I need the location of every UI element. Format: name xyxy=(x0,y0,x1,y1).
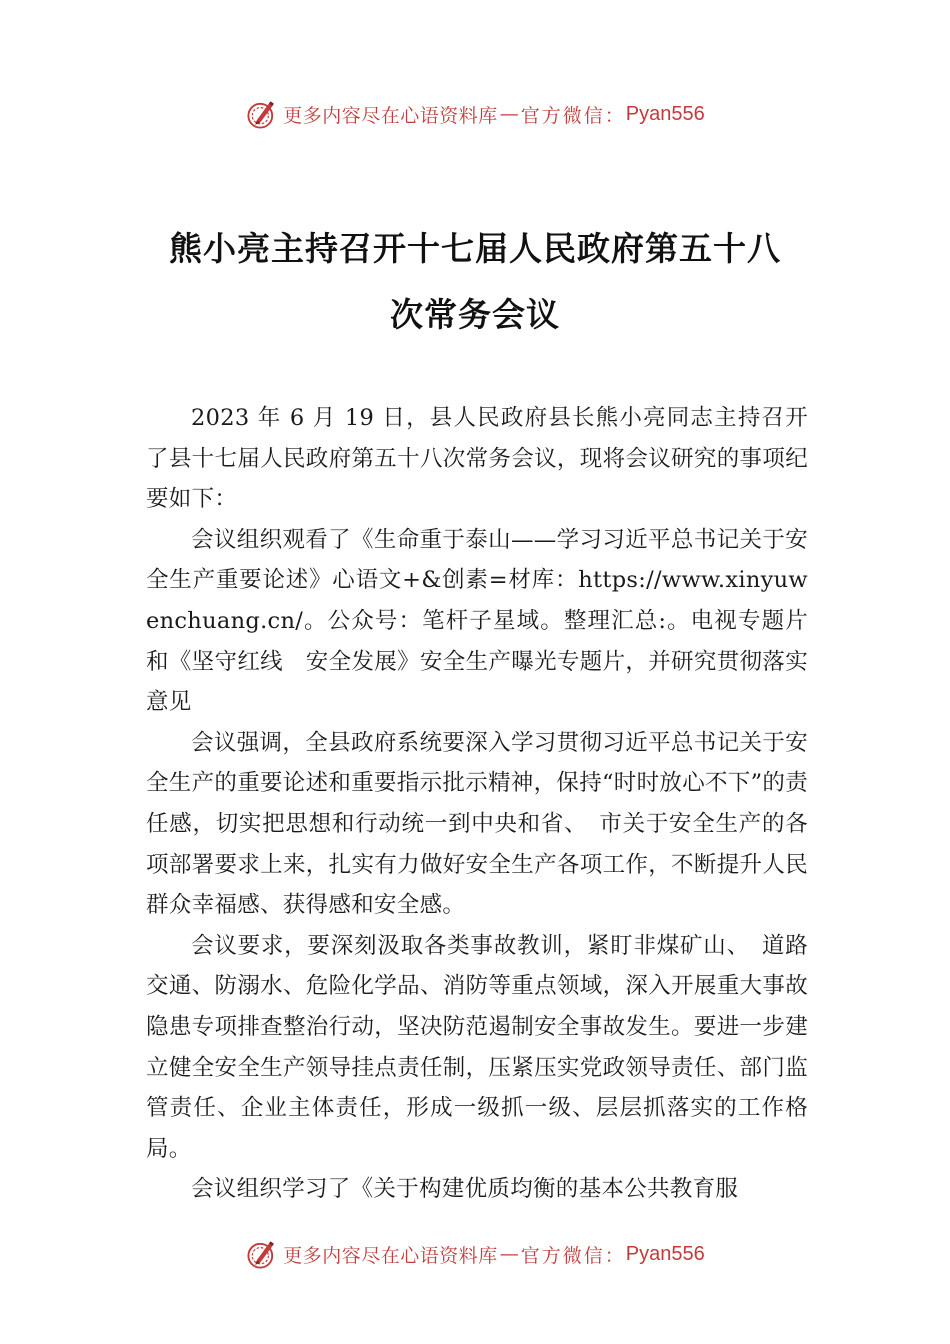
footer-banner xyxy=(0,1232,950,1276)
banner-text: 更多内容尽在心语资料库 xyxy=(283,104,498,127)
paragraph-5: 会议组织学习了《关于构建优质均衡的基本公共教育服 xyxy=(191,1176,739,1203)
pen-seal-icon xyxy=(245,97,279,131)
paragraph-2: 会议组织观看了《生命重于泰山——学习习近平总书记关于安全生产重要论述》心语文+&创素=材库：https://www.xinyuwenchuang.cn/。公众号：笔杆子星域。整理汇总:。电视专题片和《坚守红线 安全发展》安全生产曝光专题片，并研究贯彻落实意见 xyxy=(146,526,808,716)
banner-wechat-label: 官方微信： xyxy=(520,1244,626,1267)
banner-separator: — xyxy=(499,1243,519,1265)
title-line-2: 次常务会议 xyxy=(390,295,560,334)
title-line-1: 熊小亮主持召开十七届人民政府第五十八 xyxy=(169,229,781,268)
banner-wechat-id: Pyan556 xyxy=(625,1242,705,1265)
banner-separator: — xyxy=(499,103,519,125)
document-title xyxy=(110,216,840,348)
document-body xyxy=(146,398,808,1210)
banner-wechat-label: 官方微信： xyxy=(520,104,626,127)
paragraph-1: 2023 年 6 月 19 日，县人民政府县长熊小亮同志主持召开了县十七届人民政府第五十八次常务会议，现将会议研究的事项纪要如下： xyxy=(146,405,808,513)
pen-seal-icon xyxy=(245,1237,279,1271)
paragraph-4: 会议要求，要深刻汲取各类事故教训，紧盯非煤矿山、 道路交通、防溺水、危险化学品、消防等重点领域，深入开展重大事故隐患专项排查整治行动，坚决防范遏制安全事故发生。要进一步建立健全安全生产领导挂点责任制，压紧压实党政领导责任、部门监管责任、企业主体责任，形成一级抓一级、层层抓落实的工作格局。 xyxy=(146,932,808,1162)
paragraph-3: 会议强调，全县政府系统要深入学习贯彻习近平总书记关于安全生产的重要论述和重要指示批示精神，保持“时时放心不下”的责任感，切实把思想和行动统一到中央和省、 市关于安全生产的各项部署要求上来，扎实有力做好安全生产各项工作，不断提升人民群众幸福感、获得感和安全感。 xyxy=(146,729,809,919)
header-banner xyxy=(0,92,950,136)
banner-wechat-id: Pyan556 xyxy=(625,102,705,125)
banner-text: 更多内容尽在心语资料库 xyxy=(283,1244,498,1267)
